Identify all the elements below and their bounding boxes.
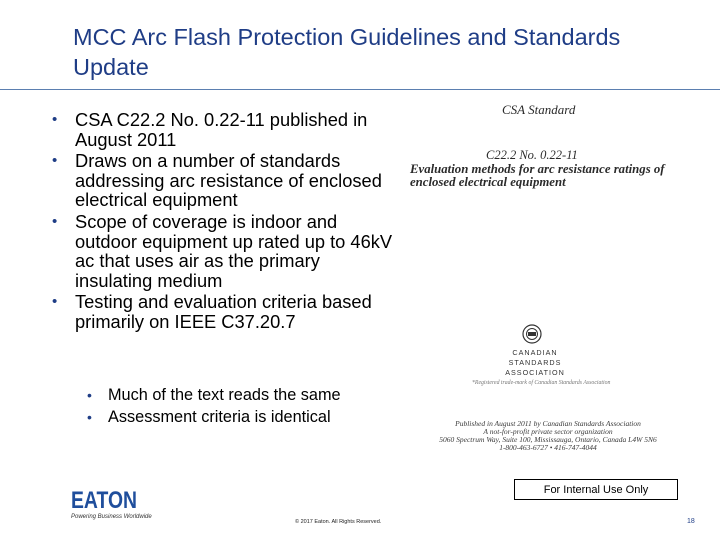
standard-number: C22.2 No. 0.22-11	[486, 148, 578, 162]
publisher-info	[428, 420, 668, 452]
bullet-item: • CSA C22.2 No. 0.22-11 published in August 2011	[52, 110, 402, 149]
bullet-item: • Draws on a number of standards addressing arc resistance of enclosed electrical equipment	[52, 151, 402, 210]
publisher-line: Published in August 2011 by Canadian Standards Association	[455, 419, 641, 428]
bullet-item: • Scope of coverage is indoor and outdoor equipment up rated up to 46kV ac that uses air as the primary insulating medium	[52, 212, 402, 290]
standard-header: CSA Standard	[502, 102, 576, 117]
main-bullet-list	[52, 110, 402, 332]
csa-name-line2: ASSOCIATION	[505, 368, 565, 377]
logo-tagline: Powering Business Worldwide	[71, 514, 152, 520]
slide-title: MCC Arc Flash Protection Guidelines and Standards Update	[73, 24, 621, 80]
bullet-item: • Testing and evaluation criteria based primarily on IEEE C37.20.7	[52, 292, 402, 331]
page-number: 18	[687, 518, 695, 525]
publisher-line: A not-for-profit private sector organization	[483, 427, 613, 436]
eaton-logo	[71, 486, 137, 514]
internal-use-label: For Internal Use Only	[514, 479, 678, 500]
sub-bullet-list	[87, 384, 447, 428]
publisher-line: 1-800-463-6727 • 416-747-4044	[499, 443, 597, 452]
publisher-line: 5060 Spectrum Way, Suite 100, Mississauga, Ontario, Canada L4W 5N6	[439, 435, 657, 444]
csa-name-line1: CANADIAN STANDARDS	[508, 348, 562, 367]
sub-bullet-item: • Assessment criteria is identical	[87, 406, 447, 428]
eaton-logo-text: EATON	[71, 487, 137, 514]
copyright-text: © 2017 Eaton. All Rights Reserved.	[295, 519, 382, 525]
sub-bullet-item: • Much of the text reads the same	[87, 384, 447, 406]
csa-name	[490, 348, 580, 378]
trademark-note: *Registered trade-mark of Canadian Standards Association	[472, 380, 611, 386]
standard-title: Evaluation methods for arc resistance ratings of enclosed electrical equipment	[410, 162, 665, 189]
title-divider	[0, 89, 720, 90]
